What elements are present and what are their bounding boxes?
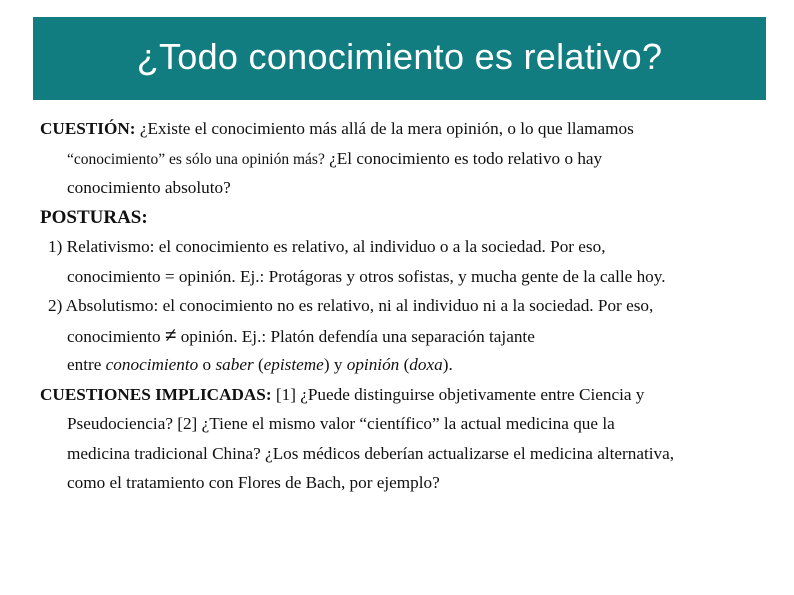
slide-body [40, 114, 768, 498]
implicadas-text: [1] ¿Puede distinguirse objetivamente entre Ciencia y [271, 384, 645, 404]
term-episteme: episteme [263, 355, 324, 374]
cuestion-text: ¿Existe el conocimiento más allá de la mera opinión, o lo que llamamos [135, 119, 634, 138]
term-opinion: opinión [346, 355, 400, 374]
implicadas-line-4 [40, 468, 768, 498]
cuestion-line-3 [40, 173, 768, 203]
absolutismo-text: conocimiento [67, 326, 165, 346]
absolutismo-text: ( [399, 355, 410, 374]
relativismo-line-1 [40, 232, 768, 262]
cuestion-quote: “conocimiento” es sólo una opinión más? [67, 150, 325, 168]
relativismo-text: conocimiento = opinión. Ej.: Protágoras y otros sofistas, y mucha gente de la calle hoy. [67, 266, 666, 286]
absolutismo-text: ) y [323, 355, 347, 374]
implicadas-text: como el tratamiento con Flores de Bach, por ejemplo? [67, 473, 440, 492]
term-doxa: doxa [409, 355, 443, 374]
absolutismo-text: ). [442, 355, 453, 374]
cuestion-text: ¿El conocimiento es todo relativo o hay [324, 148, 603, 168]
cuestion-line-1 [40, 114, 768, 144]
implicadas-line-1 [40, 380, 768, 410]
absolutismo-text: o [198, 355, 216, 374]
cuestion-label: CUESTIÓN: [40, 119, 136, 138]
posturas-heading [40, 203, 768, 233]
absolutismo-text: opinión. Ej.: Platón defendía una separación tajante [176, 326, 535, 346]
absolutismo-line-3 [40, 350, 768, 380]
absolutismo-text: ( [253, 355, 264, 374]
slide-title: ¿Todo conocimiento es relativo? [136, 35, 663, 77]
absolutismo-text: entre [67, 355, 106, 374]
implicadas-text: Pseudociencia? [2] ¿Tiene el mismo valor “científico” la actual medicina que la [67, 414, 615, 433]
relativismo-line-2 [40, 262, 768, 292]
absolutismo-line-2 [40, 321, 768, 351]
implicadas-line-3 [40, 439, 768, 469]
term-conocimiento: conocimiento [105, 355, 199, 374]
title-banner [33, 17, 766, 100]
implicadas-line-2 [40, 409, 768, 439]
cuestion-text: conocimiento absoluto? [67, 178, 231, 197]
posturas-label: POSTURAS: [40, 206, 148, 228]
cuestion-line-2 [40, 144, 768, 174]
term-saber: saber [215, 355, 254, 374]
relativismo-text: 1) Relativismo: el conocimiento es relativo, al individuo o a la sociedad. Por eso, [48, 237, 606, 256]
implicadas-text: medicina tradicional China? ¿Los médicos deberían actualizarse el medicina alternativa, [67, 443, 675, 463]
implicadas-label: CUESTIONES IMPLICADAS: [40, 384, 272, 404]
not-equal-symbol: ≠ [164, 322, 177, 347]
absolutismo-text: 2) Absolutismo: el conocimiento no es relativo, ni al individuo ni a la sociedad. Por eso, [48, 296, 654, 315]
absolutismo-line-1 [40, 291, 768, 321]
